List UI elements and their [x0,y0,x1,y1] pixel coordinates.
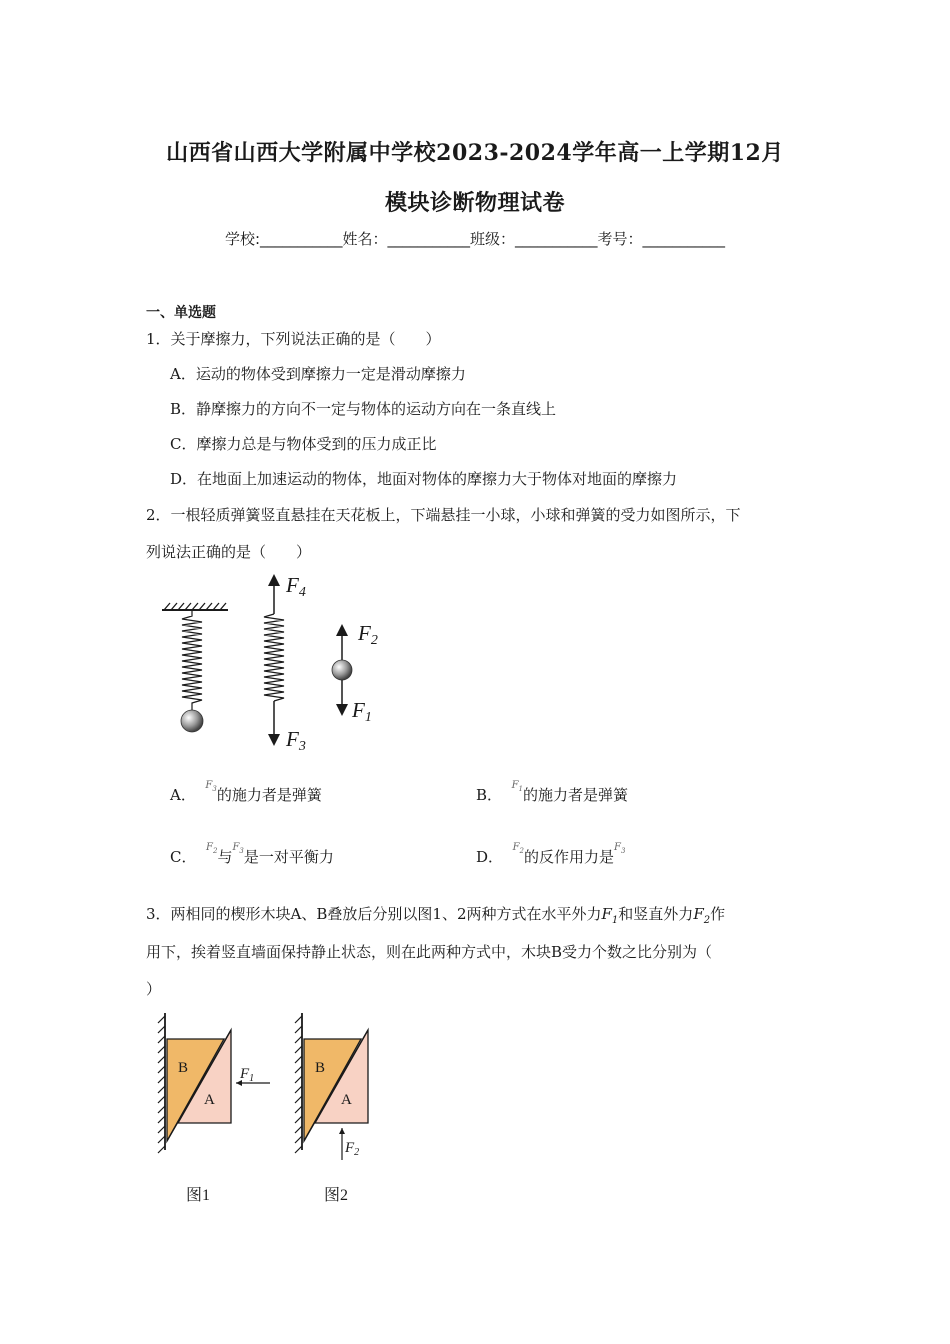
q2-stem-line1: 2．一根轻质弹簧竖直悬挂在天花板上，下端悬挂一小球，小球和弹簧的受力如图所示，下 [146,506,741,524]
hanging-spring [182,610,202,710]
label-b-fig1: B [178,1060,189,1076]
q2-option-a: A． $^{F_3}$的施力者是弹簧 [170,780,322,804]
free-spring [264,614,284,701]
caption-fig2: 图2 [324,1187,349,1204]
q2-stem-line2: 列说法正确的是（ ） [146,543,312,561]
q2-spring-figure [150,570,410,760]
q1-stem: 1．关于摩擦力，下列说法正确的是（ ） [146,330,441,348]
label-f1-fig3: $F_1$ [240,1066,255,1084]
caption-fig1: 图1 [186,1187,211,1204]
section-heading: 一、单选题 [146,305,216,321]
q2-option-b: B． $^{F_1}$的施力者是弹簧 [476,780,629,804]
label-f2: F2 [358,621,378,648]
label-f4: F4 [286,573,306,600]
q1-option-b: B．静摩擦力的方向不一定与物体的运动方向在一条直线上 [170,400,557,418]
q1-option-c: C．摩擦力总是与物体受到的压力成正比 [170,435,437,453]
figure-2 [295,1013,368,1204]
label-f3: F3 [286,727,306,754]
q3-stem-line3: ） [146,980,162,998]
q1-option-d: D．在地面上加速运动的物体，地面对物体的摩擦力大于物体对地面的摩擦力 [170,470,678,488]
label-a-fig2: A [341,1092,352,1108]
q2-option-c: C． $^{F_2}$与$^{F_3}$是一对平衡力 [170,842,334,866]
label-b-fig2: B [315,1060,326,1076]
label-f2-fig3: $F_2$ [345,1140,360,1158]
q3-stem-line2: 用下，挨着竖直墙面保持静止状态，则在此两种方式中，木块B受力个数之比分别为（ [146,943,713,961]
label-f1: F1 [352,698,372,725]
student-info-line: 学校:___________姓名：___________班级：___________考号：___________ [224,230,726,248]
hanging-ball [181,710,203,732]
page-title-line2: 模块诊断物理试卷 [384,190,565,216]
q2-option-d: D． $^{F_2}$的反作用力是$^{F_3}$ [476,842,626,866]
q3-stem-line1: 3．两相同的楔形木块A、B叠放后分别以图1、2两种方式在水平外力$F_1$和竖直外力$F_2$作 [146,905,726,926]
q3-wedge-figure [150,1008,390,1208]
ceiling-hatch [162,603,228,610]
free-ball [332,660,352,680]
q1-option-a: A．运动的物体受到摩擦力一定是滑动摩擦力 [170,365,466,383]
page-title-line1: 山西省山西大学附属中学校2023-2024学年高一上学期12月 [166,140,784,166]
figure-1 [158,1013,270,1204]
label-a-fig1: A [204,1092,215,1108]
